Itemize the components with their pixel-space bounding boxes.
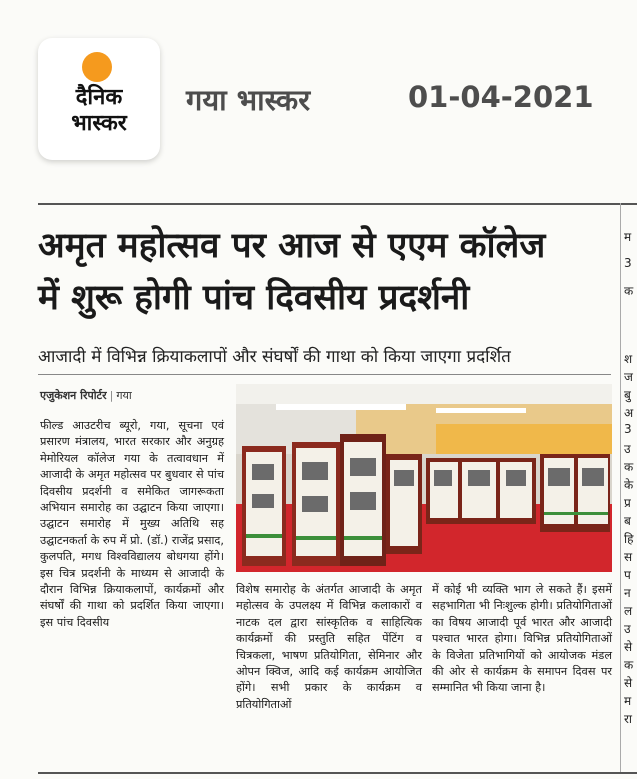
edge-fragment: प्र	[624, 496, 631, 510]
byline-separator: |	[109, 389, 114, 402]
edge-fragment: अ	[624, 406, 634, 420]
sun-icon	[82, 52, 112, 82]
edge-fragment: म	[624, 230, 632, 244]
bottom-divider	[38, 772, 637, 774]
edge-fragment: से	[624, 640, 633, 654]
edge-fragment: क	[624, 460, 634, 474]
edge-fragment: ज	[624, 370, 633, 384]
edge-fragment: म	[624, 694, 632, 708]
subhead-divider	[38, 374, 611, 375]
edge-fragment: श	[624, 352, 633, 366]
edge-fragment: हि	[624, 532, 634, 546]
article-subhead: आजादी में विभिन्न क्रियाकलापों और संघर्षों की गाथा को किया जाएगा प्रदर्शित	[38, 347, 511, 367]
logo-line1: दैनिक	[75, 85, 123, 110]
edge-fragment: न	[624, 586, 631, 600]
edge-fragment: ब	[624, 514, 631, 528]
edge-fragment: क	[624, 284, 634, 298]
edge-fragment: 3	[624, 256, 632, 270]
byline-reporter: एजुकेशन रिपोर्टर	[40, 389, 107, 402]
edge-fragment: उ	[624, 442, 631, 456]
edge-fragment: ल	[624, 604, 633, 618]
edge-fragment: 3	[624, 422, 632, 436]
exhibition-photo	[236, 384, 612, 572]
logo-line2: भास्कर	[71, 111, 127, 136]
headline-line1: अमृत महोत्सव पर आज से एएम कॉलेज	[38, 226, 546, 266]
headline-line2: में शुरू होगी पांच दिवसीय प्रदर्शनी	[38, 278, 470, 318]
exhibition-hall-image	[236, 384, 612, 572]
edition-name: गया भास्कर	[186, 83, 311, 117]
edge-fragment: रा	[624, 712, 633, 726]
byline-place: गया	[116, 389, 132, 402]
edge-fragment: बु	[624, 388, 631, 402]
article-column-3: में कोई भी व्यक्ति भाग ले सकते हैं। इसमें सहभागिता भी निःशुल्क होगी। प्रतियोगिताओं का विषय आजादी पूर्व भारत और आजादी पश्चात भारत होगा। विभिन्न प्रतियोगिताओं के विजेता प्रतिभागियों को आयोजक मंडल की ओर से कार्यक्रम के समापन दिवस पर सम्मानित भी किया जाना है।	[432, 583, 612, 695]
edge-fragment: के	[624, 478, 634, 492]
edition-date: 01-04-2021	[408, 80, 594, 114]
article-column-2: विशेष समारोह के अंतर्गत आजादी के अमृत महोत्सव के उपलक्ष्य में विभिन्न कलाकारों व नाटक दल द्वारा सांस्कृतिक व साहित्यिक कार्यक्रमों की प्रस्तुति सहित पेंटिंग व चित्रकला, भाषण प्रतियोगिता, सेमिनार और ओपन क्विज, आदि कई कार्यक्रम आयोजित होंगे। सभी प्रकार के कार्यक्रम व प्रतियोगिताओं	[236, 583, 422, 711]
edge-fragment: से	[624, 676, 633, 690]
edge-fragment: स	[624, 550, 633, 564]
dainik-bhaskar-logo	[38, 38, 160, 160]
edge-fragment: क	[624, 658, 634, 672]
article-column-1: फील्ड आउटरीच ब्यूरो, गया, सूचना एवं प्रसारण मंत्रालय, भारत सरकार और अनुग्रह मेमोरियल कॉलेज गया के तत्वावधान में आजादी के अमृत महोत्सव पर बुधवार से पांच दिवसीय प्रदर्शनी व समेकित जागरूकता अभियान समारोह का उद्घाटन किया जाएगा। उद्घाटन समारोह में मुख्य अतिथि सह उद्घाटनकर्ता के रुप में प्रो. (डॉ.) राजेंद्र प्रसाद, कुलपति, मगध विश्वविद्यालय बोधगया होंगे। इस चित्र प्रदर्शनी के माध्यम से आजादी के दौरान विभिन्न क्रियाकलापों, कार्यक्रमों और संघर्षों की गाथा को प्रदर्शित किया जाएगा। इस पांच दिवसीय	[40, 419, 224, 629]
edge-fragment: उ	[624, 622, 631, 636]
article-headline	[38, 220, 618, 324]
byline	[40, 388, 132, 403]
top-divider	[38, 203, 637, 205]
column-separator	[620, 203, 621, 773]
edge-fragment: प	[624, 568, 631, 582]
